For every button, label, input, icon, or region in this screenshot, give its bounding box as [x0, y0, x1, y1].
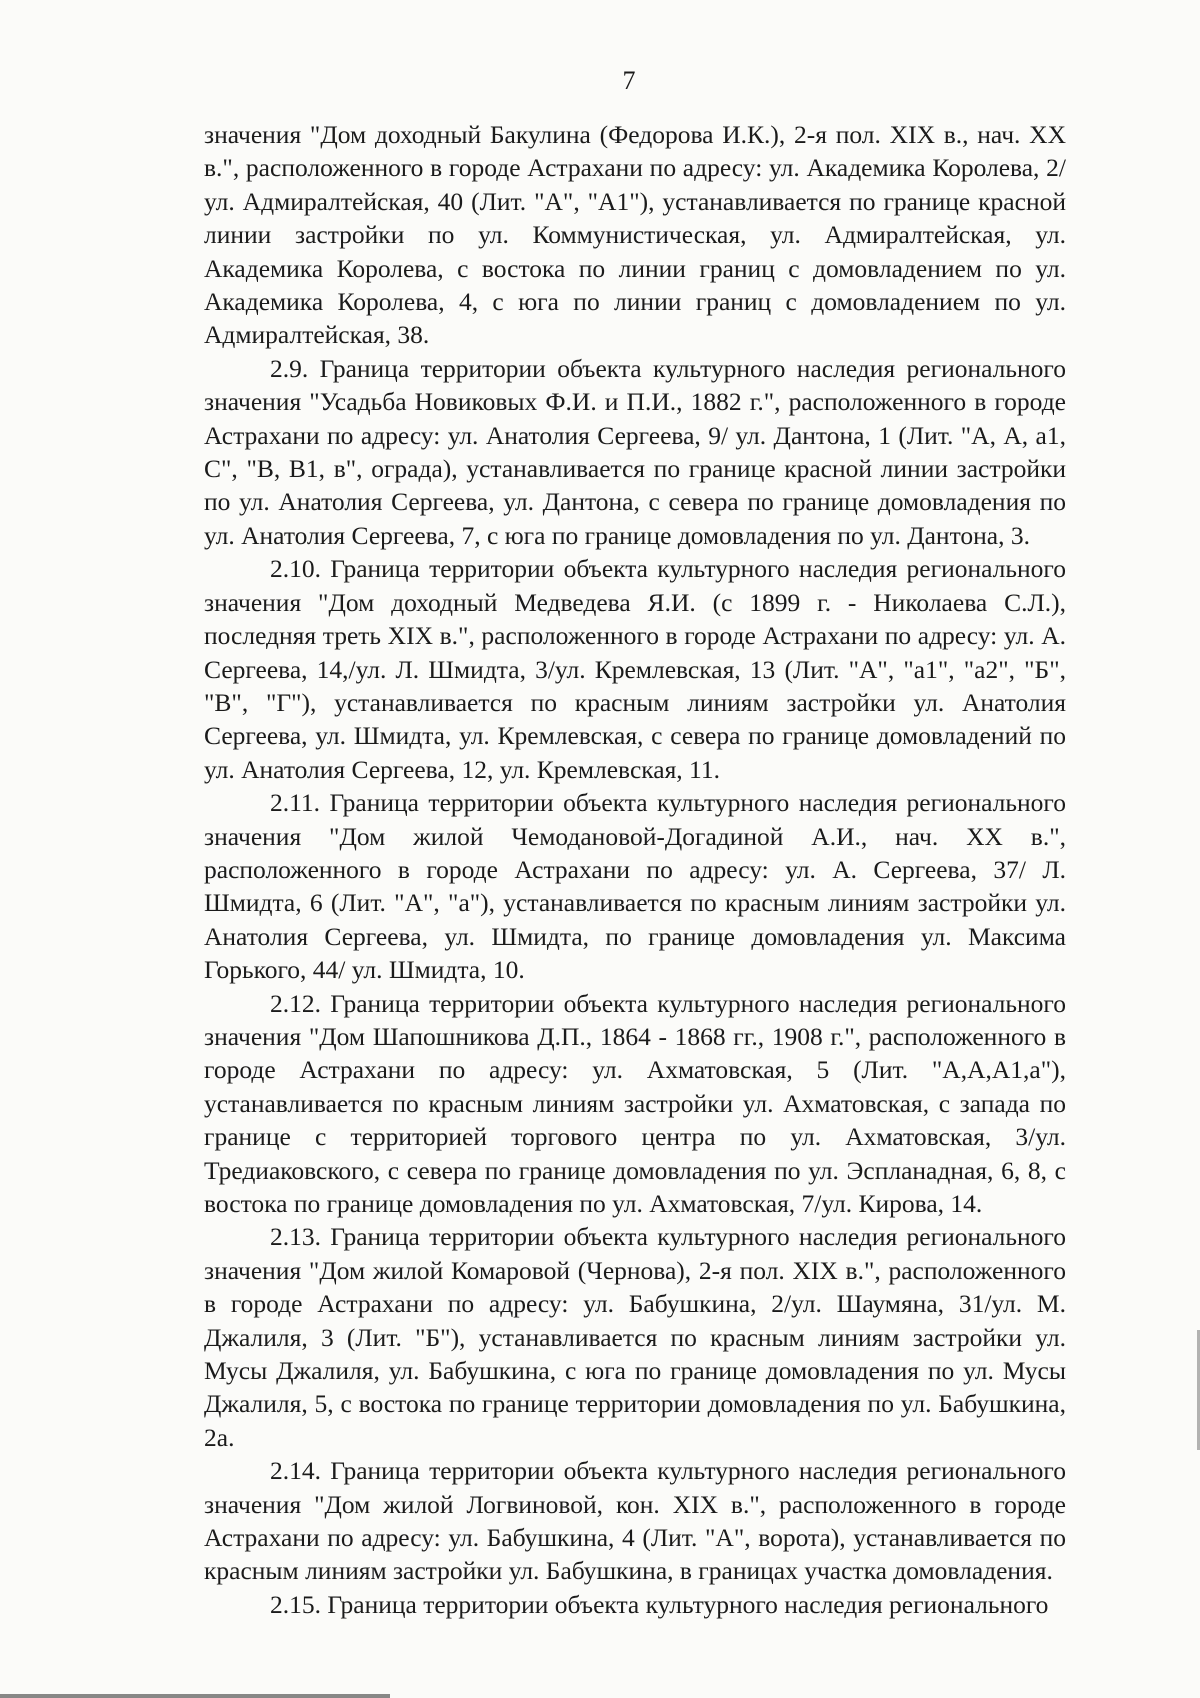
paragraph-2-14: 2.14. Граница территории объекта культурного наследия регионального значения "Дом жилой Логвиновой, кон. XIX в.", расположенного в городе Астрахани по адресу: ул. Бабушкина, 4 (Лит. "А", ворота), устанавливается по красным линиям застройки ул. Бабушкина, в границах участка домовладения. — [204, 1456, 1066, 1586]
paragraph-2-10: 2.10. Граница территории объекта культурного наследия регионального значения "Дом доходный Медведева Я.И. (с 1899 г. - Николаева С.Л.), последняя треть XIX в.", расположенного в городе Астрахани по адресу: ул. А. Сергеева, 14,/ул. Л. Шмидта, 3/ул. Кремлевская, 13 (Лит. "А", "а1", "а2", "Б", "В", "Г"), устанавливается по красным линиям застройки ул. Анатолия Сергеева, ул. Шмидта, ул. Кремлевская, с севера по границе домовладений по ул. Анатолия Сергеева, 12, ул. Кремлевская, 11. — [204, 554, 1066, 784]
paragraph-2-9: 2.9. Граница территории объекта культурного наследия регионального значения "Усадьба Новиковых Ф.И. и П.И., 1882 г.", расположенного в городе Астрахани по адресу: ул. Анатолия Сергеева, 9/ ул. Дантона, 1 (Лит. "А, А, а1, С", "В, В1, в", ограда), устанавливается по границе красной линии застройки по ул. Анатолия Сергеева, ул. Дантона, с севера по границе домовладения по ул. Анатолия Сергеева, 7, с юга по границе домовладения по ул. Дантона, 3. — [204, 353, 1066, 550]
paragraph-2-11: 2.11. Граница территории объекта культурного наследия регионального значения "Дом жилой Чемодановой-Догадиной А.И., нач. XX в.", расположенного в городе Астрахани по адресу: ул. А. Сергеева, 37/ Л. Шмидта, 6 (Лит. "А", "а"), устанавливается по красным линиям застройки ул. Анатолия Сергеева, ул. Шмидта, по границе домовладения ул. Максима Горького, 44/ ул. Шмидта, 10. — [204, 788, 1066, 985]
page-number: 7 — [622, 66, 636, 95]
paragraph-2-13: 2.13. Граница территории объекта культурного наследия регионального значения "Дом жилой Комаровой (Чернова), 2-я пол. XIX в.", расположенного в городе Астрахани по адресу: ул. Бабушкина, 2/ул. Шаумяна, 31/ул. М. Джалиля, 3 (Лит. "Б"), устанавливается по красным линиям застройки ул. Мусы Джалиля, ул. Бабушкина, с юга по границе домовладения по ул. Мусы Джалиля, 5, с востока по границе территории домовладения по ул. Бабушкина, 2а. — [204, 1222, 1066, 1452]
paragraph-continuation: значения "Дом доходный Бакулина (Федорова И.К.), 2-я пол. XIX в., нач. XX в.", расположенного в городе Астрахани по адресу: ул. Академика Королева, 2/ ул. Адмиралтейская, 40 (Лит. "А", "А1"), устанавливается по границе красной линии застройки по ул. Коммунистическая, ул. Адмиралтейская, ул. Академика Королева, с востока по линии границ с домовладением по ул. Академика Королева, 4, с юга по линии границ с домовладением по ул. Адмиралтейская, 38. — [204, 120, 1066, 350]
paragraph-2-12: 2.12. Граница территории объекта культурного наследия регионального значения "Дом Шапошникова Д.П., 1864 - 1868 гг., 1908 г.", расположенного в городе Астрахани по адресу: ул. Ахматовская, 5 (Лит. "А,А,А1,а"), устанавливается по красным линиям застройки ул. Ахматовская, с запада по границе с территорией торгового центра по ул. Ахматовская, 3/ул. Тредиаковского, с севера по границе домовладения по ул. Эспланадная, 6, 8, с востока по границе домовладения по ул. Ахматовская, 7/ул. Кирова, 14. — [204, 988, 1066, 1218]
scan-edge-line — [0, 1694, 390, 1698]
paragraph-2-15: 2.15. Граница территории объекта культурного наследия регионального — [270, 1589, 1049, 1619]
document-body — [204, 118, 1066, 1621]
